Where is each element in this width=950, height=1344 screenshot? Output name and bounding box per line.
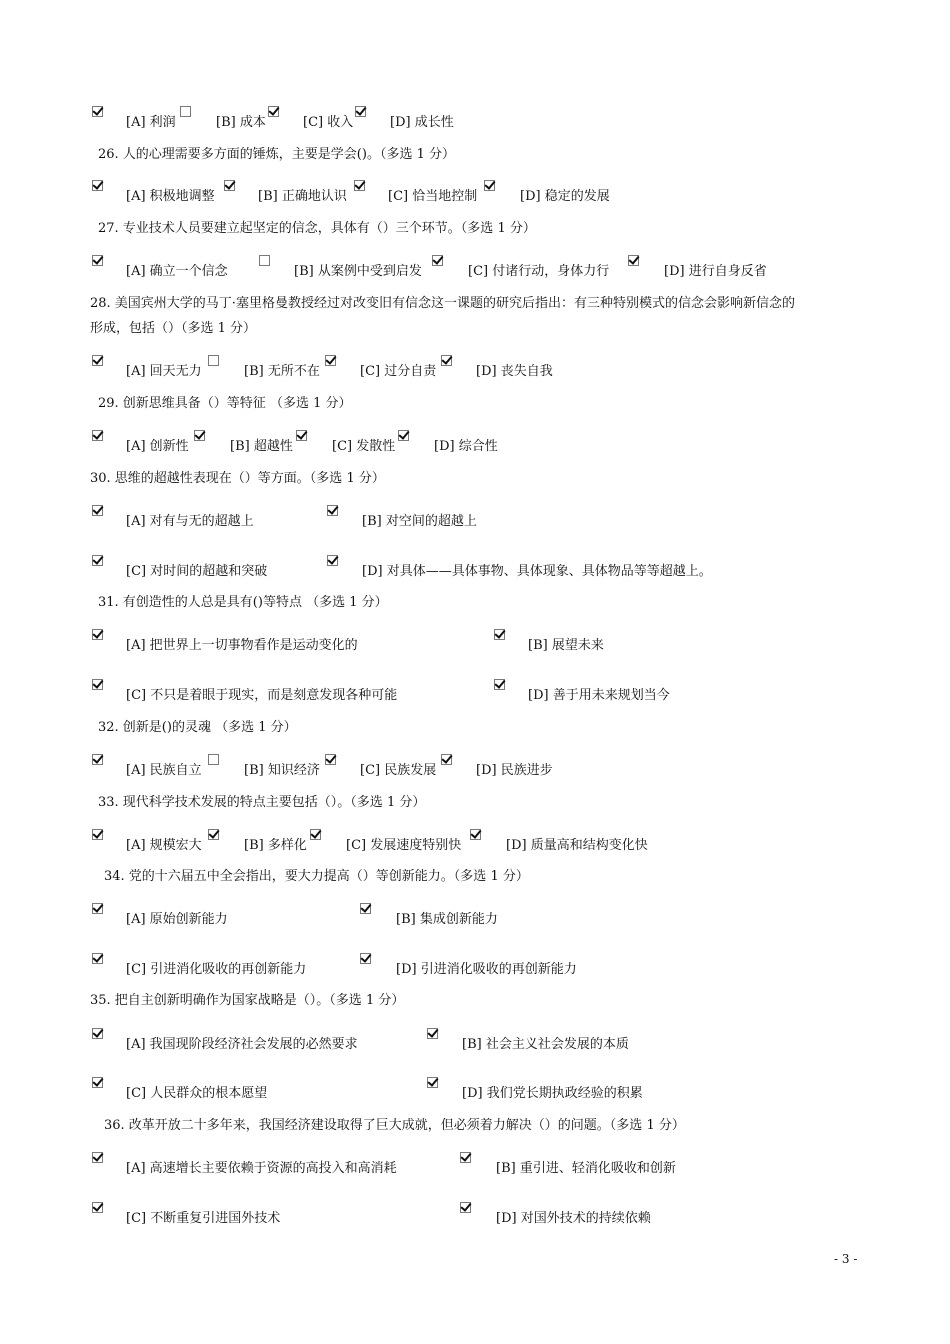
question-title-line2: 形成，包括（）（多选 1 分） xyxy=(90,321,257,336)
option-label: [B] 从案例中受到启发 xyxy=(294,264,422,279)
option-checkbox[interactable] xyxy=(360,953,371,964)
option-label: [D] 质量高和结构变化快 xyxy=(506,838,648,853)
option-checkbox[interactable] xyxy=(92,1202,103,1213)
option-checkbox[interactable] xyxy=(628,255,639,266)
option-label: [A] 确立一个信念 xyxy=(126,264,228,279)
option-checkbox[interactable] xyxy=(470,829,481,840)
page-number: - 3 - xyxy=(834,1252,858,1266)
option-checkbox[interactable] xyxy=(92,505,103,516)
option-checkbox[interactable] xyxy=(92,629,103,640)
option-checkbox[interactable] xyxy=(494,629,505,640)
option-label: [A] 创新性 xyxy=(126,439,189,454)
option-label: [D] 稳定的发展 xyxy=(520,189,610,204)
option-checkbox[interactable] xyxy=(92,355,103,366)
option-checkbox[interactable] xyxy=(398,430,409,441)
option-label: [A] 民族自立 xyxy=(126,763,202,778)
option-label: [C] 收入 xyxy=(303,115,354,130)
option-checkbox[interactable] xyxy=(460,1202,471,1213)
option-checkbox[interactable] xyxy=(432,255,443,266)
option-checkbox[interactable] xyxy=(92,1152,103,1163)
option-label: [A] 规模宏大 xyxy=(126,838,202,853)
option-checkbox[interactable] xyxy=(208,355,219,366)
question-title: 34. 党的十六届五中全会指出，要大力提高（）等创新能力。（多选 1 分） xyxy=(104,869,529,884)
question-title: 26. 人的心理需要多方面的锤炼，主要是学会()。（多选 1 分） xyxy=(98,147,455,162)
question-title: 30. 思维的超越性表现在（）等方面。（多选 1 分） xyxy=(90,471,385,486)
option-label: [B] 多样化 xyxy=(244,838,307,853)
question-title: 36. 改革开放二十多年来，我国经济建设取得了巨大成就，但必须着力解决（）的问题。（多选 1 分） xyxy=(104,1118,685,1133)
option-label: [B] 社会主义社会发展的本质 xyxy=(462,1037,629,1052)
option-checkbox[interactable] xyxy=(224,180,235,191)
option-checkbox[interactable] xyxy=(460,1152,471,1163)
option-checkbox[interactable] xyxy=(354,180,365,191)
option-label: [D] 善于用未来规划当今 xyxy=(528,688,670,703)
option-checkbox[interactable] xyxy=(92,1028,103,1039)
question-title: 29. 创新思维具备（）等特征 （多选 1 分） xyxy=(98,396,352,411)
option-checkbox[interactable] xyxy=(327,505,338,516)
option-label: [A] 原始创新能力 xyxy=(126,912,228,927)
option-label: [D] 对具体——具体事物、具体现象、具体物品等等超越上。 xyxy=(362,564,712,579)
option-checkbox[interactable] xyxy=(92,180,103,191)
option-label: [D] 引进消化吸收的再创新能力 xyxy=(396,962,577,977)
option-checkbox[interactable] xyxy=(310,829,321,840)
option-label: [B] 对空间的超越上 xyxy=(362,514,477,529)
option-label: [B] 集成创新能力 xyxy=(396,912,498,927)
option-checkbox[interactable] xyxy=(92,953,103,964)
option-label: [D] 我们党长期执政经验的积累 xyxy=(462,1086,643,1101)
question-title: 28. 美国宾州大学的马丁·塞里格曼教授经过对改变旧有信念这一课题的研究后指出：有三种特别模式的信念会影响新信念的 xyxy=(90,296,795,311)
option-checkbox[interactable] xyxy=(494,679,505,690)
option-label: [A] 回天无力 xyxy=(126,364,202,379)
option-checkbox[interactable] xyxy=(427,1077,438,1088)
option-checkbox[interactable] xyxy=(441,355,452,366)
option-checkbox[interactable] xyxy=(92,679,103,690)
option-checkbox[interactable] xyxy=(92,555,103,566)
option-label: [D] 丧失自我 xyxy=(476,364,553,379)
option-label: [C] 发散性 xyxy=(332,439,396,454)
question-title: 31. 有创造性的人总是具有()等特点 （多选 1 分） xyxy=(98,595,388,610)
option-label: [B] 重引进、轻消化吸收和创新 xyxy=(496,1161,676,1176)
option-label: [B] 知识经济 xyxy=(244,763,320,778)
option-checkbox[interactable] xyxy=(259,255,270,266)
option-checkbox[interactable] xyxy=(268,106,279,117)
option-checkbox[interactable] xyxy=(92,255,103,266)
option-label: [D] 成长性 xyxy=(390,115,454,130)
question-title: 35. 把自主创新明确作为国家战略是（）。（多选 1 分） xyxy=(90,993,405,1008)
option-label: [D] 综合性 xyxy=(434,439,498,454)
option-label: [D] 民族进步 xyxy=(476,763,553,778)
option-checkbox[interactable] xyxy=(360,903,371,914)
option-label: [A] 对有与无的超越上 xyxy=(126,514,254,529)
option-checkbox[interactable] xyxy=(325,754,336,765)
option-checkbox[interactable] xyxy=(194,430,205,441)
option-label: [C] 不断重复引进国外技术 xyxy=(126,1211,281,1226)
option-checkbox[interactable] xyxy=(92,1077,103,1088)
option-label: [C] 人民群众的根本愿望 xyxy=(126,1086,268,1101)
option-checkbox[interactable] xyxy=(92,903,103,914)
option-label: [B] 展望未来 xyxy=(528,638,604,653)
option-checkbox[interactable] xyxy=(180,106,191,117)
option-checkbox[interactable] xyxy=(327,555,338,566)
option-label: [A] 我国现阶段经济社会发展的必然要求 xyxy=(126,1037,358,1052)
option-checkbox[interactable] xyxy=(92,829,103,840)
option-checkbox[interactable] xyxy=(441,754,452,765)
option-label: [B] 无所不在 xyxy=(244,364,320,379)
option-checkbox[interactable] xyxy=(427,1028,438,1039)
option-checkbox[interactable] xyxy=(208,754,219,765)
option-checkbox[interactable] xyxy=(355,106,366,117)
option-label: [B] 正确地认识 xyxy=(258,189,347,204)
option-label: [C] 付诸行动，身体力行 xyxy=(468,264,610,279)
option-label: [A] 高速增长主要依赖于资源的高投入和高消耗 xyxy=(126,1161,397,1176)
option-checkbox[interactable] xyxy=(484,180,495,191)
option-label: [A] 积极地调整 xyxy=(126,189,215,204)
option-checkbox[interactable] xyxy=(92,106,103,117)
option-label: [C] 过分自责 xyxy=(360,364,437,379)
option-label: [D] 对国外技术的持续依赖 xyxy=(496,1211,651,1226)
option-label: [A] 把世界上一切事物看作是运动变化的 xyxy=(126,638,358,653)
option-label: [C] 民族发展 xyxy=(360,763,437,778)
option-label: [B] 超越性 xyxy=(230,439,293,454)
option-label: [C] 引进消化吸收的再创新能力 xyxy=(126,962,307,977)
option-checkbox[interactable] xyxy=(92,430,103,441)
question-title: 27. 专业技术人员要建立起坚定的信念，具体有（）三个环节。（多选 1 分） xyxy=(98,221,536,236)
option-checkbox[interactable] xyxy=(92,754,103,765)
option-label: [A] 利润 xyxy=(126,115,176,130)
option-label: [C] 发展速度特别快 xyxy=(346,838,462,853)
option-label: [C] 恰当地控制 xyxy=(388,189,478,204)
question-title: 32. 创新是()的灵魂 （多选 1 分） xyxy=(98,720,297,735)
option-checkbox[interactable] xyxy=(296,430,307,441)
option-checkbox[interactable] xyxy=(208,829,219,840)
question-title: 33. 现代科学技术发展的特点主要包括（）。（多选 1 分） xyxy=(98,795,426,810)
option-label: [B] 成本 xyxy=(216,115,266,130)
option-label: [D] 进行自身反省 xyxy=(664,264,767,279)
option-label: [C] 不只是着眼于现实，而是刻意发现各种可能 xyxy=(126,688,398,703)
option-label: [C] 对时间的超越和突破 xyxy=(126,564,268,579)
option-checkbox[interactable] xyxy=(325,355,336,366)
